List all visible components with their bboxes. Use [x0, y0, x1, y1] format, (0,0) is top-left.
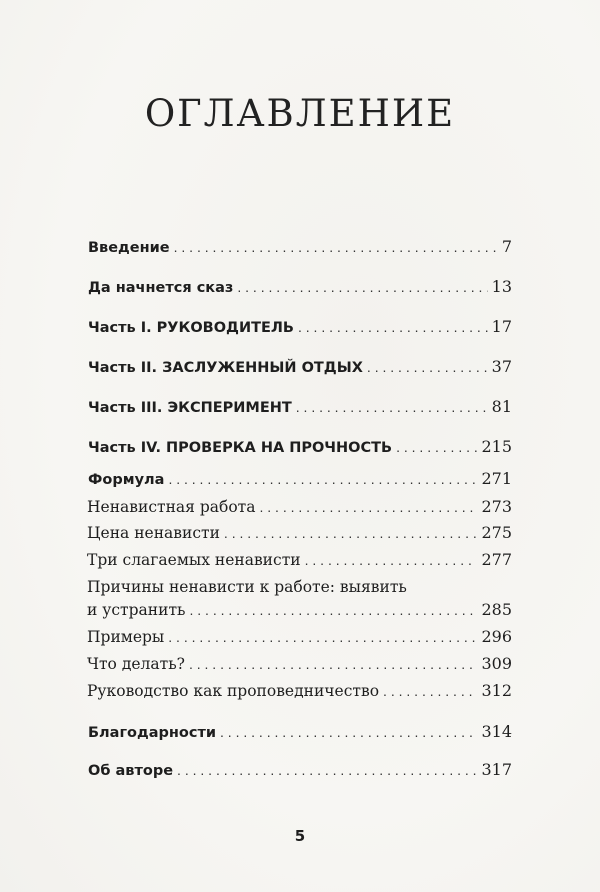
leader-dots — [168, 626, 477, 648]
toc-entry-acknowledgements[interactable] — [88, 721, 512, 744]
toc-entry-prologue[interactable] — [88, 276, 512, 299]
toc-entry-page: 37 — [491, 357, 512, 376]
toc-entry-label: Цена ненависти — [87, 524, 220, 542]
toc-entry-label: Да начнется сказ — [88, 280, 234, 296]
toc-subentry-causes-line2[interactable] — [87, 599, 512, 621]
leader-dots — [237, 276, 487, 298]
toc-entry-page: 312 — [481, 681, 512, 700]
leader-dots — [367, 356, 488, 378]
toc-entry-page: 13 — [491, 277, 512, 296]
toc-entry-label: Формула — [88, 472, 165, 488]
toc-entry-page: 17 — [491, 317, 512, 336]
toc-entry-page: 285 — [481, 600, 512, 619]
leader-dots — [174, 236, 498, 258]
toc-entry-about-author[interactable] — [88, 759, 512, 782]
leader-dots — [224, 522, 478, 544]
leader-dots — [298, 316, 488, 338]
toc-entry-formula[interactable] — [88, 468, 512, 491]
toc-subentry-leadership-preaching[interactable] — [87, 680, 512, 702]
toc-entry-label-line1: Причины ненависти к работе: выявить — [87, 578, 407, 596]
toc-entry-label: Что делать? — [87, 655, 185, 673]
toc-subentry-hated-work-row[interactable] — [87, 496, 512, 518]
page-number: 5 — [294, 827, 306, 845]
leader-dots — [168, 468, 477, 490]
toc-entry-label: Руководство как проповедничество — [87, 682, 380, 700]
leader-dots — [220, 721, 477, 743]
toc-entry-page: 271 — [481, 469, 512, 488]
toc-entry-label: Часть IV. ПРОВЕРКА НА ПРОЧНОСТЬ — [88, 440, 393, 456]
leader-dots — [189, 653, 478, 675]
toc-entry-label: Часть III. ЭКСПЕРИМЕНТ — [88, 400, 292, 416]
leader-dots — [189, 599, 477, 621]
toc-subentry-examples[interactable] — [87, 626, 512, 648]
toc-entry-label: Часть I. РУКОВОДИТЕЛЬ — [88, 320, 294, 336]
toc-entry-page: 317 — [481, 760, 512, 779]
toc-entry-page: 277 — [481, 550, 512, 569]
toc-subentry-cost-of-hate[interactable] — [87, 522, 512, 544]
toc-entry-introduction[interactable] — [88, 236, 512, 259]
leader-dots — [305, 549, 478, 571]
leader-dots — [383, 680, 477, 702]
toc-entry-label: Об авторе — [88, 763, 174, 779]
toc-entry-label-line2: и устранить — [87, 601, 186, 619]
toc-entry-part-1[interactable] — [88, 316, 512, 339]
toc-entry-page: 296 — [481, 627, 512, 646]
toc-subentry-three-components[interactable] — [87, 549, 512, 571]
toc-entry-page: 275 — [481, 523, 512, 542]
toc-subentry-what-to-do[interactable] — [87, 653, 512, 675]
leader-dots — [296, 396, 488, 418]
toc-entry-label: Три слагаемых ненависти — [87, 551, 301, 569]
toc-entry-label: Часть II. ЗАСЛУЖЕННЫЙ ОТДЫХ — [88, 360, 363, 376]
toc-entry-page: 273 — [481, 497, 512, 516]
toc-entry-page: 314 — [481, 722, 512, 741]
toc-entry-label — [87, 576, 407, 598]
toc-entry-label: Введение — [88, 240, 170, 256]
toc-entry-page: 309 — [481, 654, 512, 673]
page-title: ОГЛАВЛЕНИЕ — [144, 92, 456, 135]
toc-entry-part-3[interactable] — [88, 396, 512, 419]
toc-entry-page: 215 — [481, 437, 512, 456]
leader-dots — [396, 436, 477, 458]
toc-entry-part-4[interactable] — [88, 436, 512, 459]
toc-entry-label: Примеры — [87, 628, 165, 646]
toc-entry-page: 81 — [491, 397, 512, 416]
toc-entry-page: 7 — [501, 237, 512, 256]
leader-dots — [177, 759, 477, 781]
toc-entry-part-2[interactable] — [88, 356, 512, 379]
toc-entry-label: Ненавистная работа — [87, 498, 256, 516]
leader-dots — [260, 496, 478, 518]
toc-entry-label: Благодарности — [88, 725, 217, 741]
